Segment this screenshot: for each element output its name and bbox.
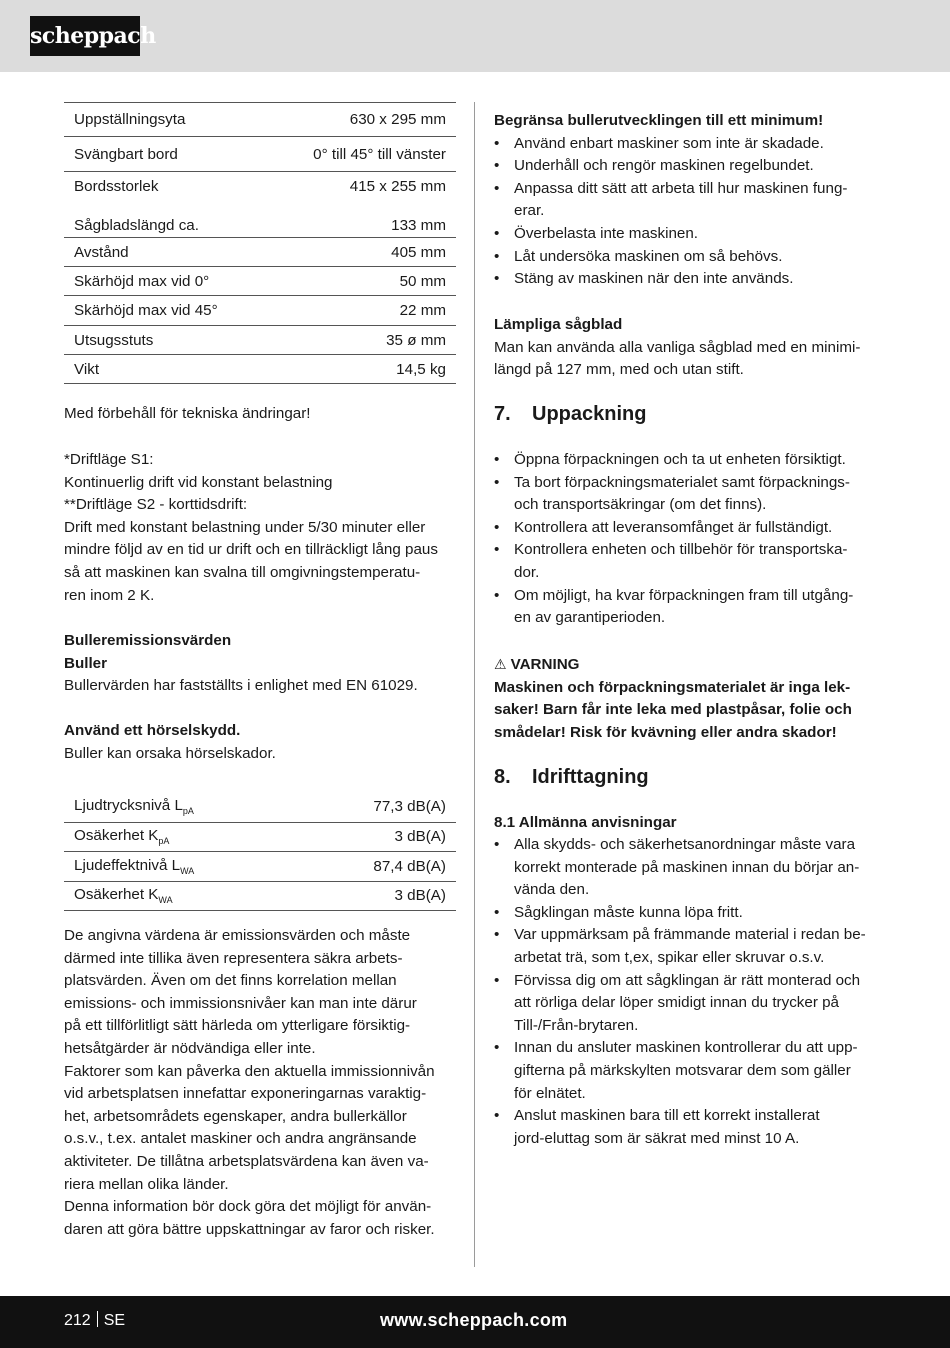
footer-band: [0, 1296, 950, 1348]
noise-label-sub: WA: [180, 865, 195, 876]
table-row: [64, 326, 456, 355]
spec-value: 50 mm: [267, 267, 456, 296]
emission-line: vid arbetsplatsen innefattar exponeringarnas varaktig-: [64, 1085, 427, 1103]
emission-line: riera mellan olika länder.: [64, 1175, 229, 1193]
spec-value: 22 mm: [267, 296, 456, 326]
emission-line: Denna information bör dock göra det möjligt för använ-: [64, 1198, 432, 1216]
emission-line: därmed inte tillika även representera säkra arbets-: [64, 949, 403, 967]
footer-separator: [97, 1311, 98, 1327]
emission-line: hetsåtgärder är nödvändiga eller inte.: [64, 1039, 316, 1057]
list-item: • Var uppmärksam på främmande material i redan be- arbetat trä, som t,ex, spikar eller skruvar o.s.v.: [494, 924, 886, 969]
table-row: [64, 103, 456, 137]
emission-line: daren att göra bättre uppskattningar av faror och risker.: [64, 1220, 435, 1238]
spec-value: 133 mm: [391, 217, 446, 234]
list-item: • Förvissa dig om att sågklingan är rätt monterad och att rörliga delar löper smidigt innan du trycker på Till-/Från-brytaren.: [494, 970, 886, 1038]
blades-line: Man kan använda alla vanliga sågblad med en minimi-: [494, 338, 861, 356]
list-item: • Alla skydds- och säkerhetsanordningar måste vara korrekt monterade på maskinen innan du börjar an- vända den.: [494, 834, 886, 902]
hearing-block: [64, 720, 456, 765]
noise-label-sub: WA: [158, 895, 173, 905]
noise-limit-block: [494, 110, 886, 291]
section-number: 8.: [494, 766, 511, 788]
list-item: • Stäng av maskinen när den inte används.: [494, 268, 886, 291]
language-code: SE: [103, 1312, 126, 1329]
spec-value: 415 x 255 mm: [267, 172, 456, 201]
spec-label: Skärhöjd max vid 45°: [64, 296, 267, 326]
warning-heading: [494, 653, 886, 677]
emission-line: het, arbetsområdets egenskaper, andra bullerkällor: [64, 1107, 407, 1125]
duty-mode-block: [64, 449, 456, 607]
column-divider: [474, 102, 475, 1267]
list-item: • Kontrollera enheten och tillbehör för transportska- dor.: [494, 539, 886, 584]
spec-value: 14,5 kg: [267, 355, 456, 384]
noise-label: [64, 881, 300, 910]
section-8-heading: [494, 763, 886, 791]
spec-value: 630 x 295 mm: [267, 103, 456, 137]
scheppach-logo: scheppach: [30, 16, 140, 56]
table-row: [64, 792, 456, 822]
noise-label-text: Osäkerhet K: [74, 827, 159, 844]
table-row: [64, 851, 456, 881]
list-item: • Låt undersöka maskinen om så behövs.: [494, 246, 886, 269]
spec-value: 405 mm: [267, 238, 456, 267]
noise-limit-list: [494, 133, 886, 291]
emission-line: platsvärden. Även om det finns korrelation mellan: [64, 972, 397, 990]
noise-subheading: Buller: [64, 654, 108, 672]
noise-value: 3 dB(A): [300, 881, 456, 910]
duty-line: ren inom 2 K.: [64, 586, 155, 604]
duty-line: så att maskinen kan svalna till omgivningstemperatu-: [64, 563, 421, 581]
emission-line: De angivna värdena är emissionsvärden och måste: [64, 927, 411, 944]
spec-table: [64, 102, 456, 384]
list-item: • Använd enbart maskiner som inte är skadade.: [494, 133, 886, 156]
list-item: • Underhåll och rengör maskinen regelbundet.: [494, 155, 886, 178]
blades-heading: Lämpliga sågblad: [494, 316, 623, 333]
section-number: 7.: [494, 403, 511, 425]
table-row: [64, 355, 456, 384]
emission-line: emissions- och immissionsnivåer kan man inte därur: [64, 994, 417, 1012]
table-row: [64, 238, 456, 267]
spec-label: Avstånd: [64, 238, 267, 267]
table-row: [64, 172, 456, 201]
noise-heading: Bulleremissionsvärden: [64, 632, 232, 649]
table-row: [64, 201, 456, 238]
warning-line: saker! Barn får inte leka med plastpåsar, folie och: [494, 701, 852, 719]
noise-value: 77,3 dB(A): [373, 798, 446, 816]
page-number: 212: [64, 1312, 91, 1329]
warning-triangle-icon: ⚠: [494, 656, 507, 672]
list-item: • Anpassa ditt sätt att arbeta till hur maskinen fung- erar.: [494, 178, 886, 223]
technical-changes-note: Med förbehåll för tekniska ändringar!: [64, 405, 311, 422]
noise-table: [64, 792, 456, 911]
spec-label: Utsugsstuts: [64, 326, 267, 355]
spec-value: 0° till 45° till vänster: [267, 137, 456, 172]
noise-limit-heading: Begränsa bullerutvecklingen till ett minimum!: [494, 112, 824, 129]
noise-label-sub: pA: [182, 806, 194, 817]
table-row: [64, 137, 456, 172]
list-item: • Ta bort förpackningsmaterialet samt förpacknings- och transportsäkringar (om det finns).: [494, 472, 886, 517]
list-item: • Sågklingan måste kunna löpa fritt.: [494, 902, 886, 925]
noise-label-text: Osäkerhet K: [74, 886, 159, 903]
hearing-text: Buller kan orsaka hörselskador.: [64, 744, 276, 762]
noise-label-text: Ljudtrycksnivå L: [74, 797, 183, 815]
duty-line: Drift med konstant belastning under 5/30 minuter eller: [64, 518, 426, 536]
list-item: • Anslut maskinen bara till ett korrekt installerat jord-eluttag som är säkrat med minst 10 A.: [494, 1105, 886, 1150]
list-item: • Innan du ansluter maskinen kontrollerar du att upp- gifterna på märkskylten motsvarar dem som gäller för elnätet.: [494, 1037, 886, 1105]
section-title: Idrifttagning: [532, 766, 649, 788]
emission-line: o.s.v., t.ex. antalet maskiner och andra angränsande: [64, 1130, 417, 1148]
table-row: [64, 296, 456, 326]
page-indicator: [64, 1310, 125, 1332]
emission-line: Faktorer som kan påverka den aktuella immissionnivån: [64, 1062, 435, 1080]
warning-line: smådelar! Risk för kvävning eller andra skador!: [494, 723, 837, 741]
emission-line: på ett tillförlitligt sätt härleda om ytterligare försiktig-: [64, 1017, 411, 1035]
spec-label: Bordsstorlek: [64, 172, 267, 201]
section-8-1-heading: 8.1 Allmänna anvisningar: [494, 814, 677, 831]
list-item: • Öppna förpackningen och ta ut enheten försiktigt.: [494, 449, 886, 472]
table-row: [64, 267, 456, 296]
table-row: [64, 881, 456, 910]
blades-line: längd på 127 mm, med och utan stift.: [494, 361, 744, 379]
duty-line: mindre följd av en tid ur drift och en tillräckligt lång paus: [64, 541, 438, 559]
section-title: Uppackning: [532, 403, 647, 425]
spec-label: Sågbladslängd ca.: [74, 217, 199, 234]
emission-paragraph: [64, 925, 456, 1241]
unpack-list: [494, 449, 886, 630]
noise-text: Bullervärden har fastställts i enlighet med EN 61029.: [64, 677, 418, 695]
blades-block: [494, 314, 886, 382]
spec-label: Skärhöjd max vid 0°: [64, 267, 267, 296]
warning-label: VARNING: [510, 656, 580, 673]
spec-value: 35 ø mm: [267, 326, 456, 355]
general-instructions-list: [494, 834, 886, 1150]
list-item: • Om möjligt, ha kvar förpackningen fram till utgång- en av garantiperioden.: [494, 585, 886, 630]
emission-line: aktiviteter. De tillåtna arbetsplatsvärdena kan även va-: [64, 1152, 429, 1170]
website-link[interactable]: www.scheppach.com: [380, 1310, 568, 1330]
noise-label: [64, 822, 300, 851]
header-band: [0, 0, 950, 72]
warning-block: [494, 653, 886, 744]
duty-line: *Driftläge S1:: [64, 451, 154, 468]
noise-value: 3 dB(A): [300, 822, 456, 851]
noise-block: [64, 630, 456, 698]
spec-label: Uppställningsyta: [64, 103, 267, 137]
noise-value: 87,4 dB(A): [300, 851, 456, 881]
spec-label: Vikt: [64, 355, 267, 384]
noise-label-text: Ljudeffektnivå L: [74, 856, 181, 874]
noise-label: [64, 792, 300, 822]
noise-label-sub: pA: [158, 836, 170, 846]
spec-label: Svängbart bord: [64, 137, 267, 172]
list-item: • Kontrollera att leveransomfånget är fullständigt.: [494, 517, 886, 540]
noise-label: [64, 851, 300, 881]
list-item: • Överbelasta inte maskinen.: [494, 223, 886, 246]
hearing-heading: Använd ett hörselskydd.: [64, 722, 241, 739]
table-row: [64, 822, 456, 851]
duty-line: **Driftläge S2 - korttidsdrift:: [64, 496, 248, 514]
warning-line: Maskinen och förpackningsmaterialet är inga lek-: [494, 678, 851, 696]
section-7-heading: [494, 400, 886, 428]
duty-line: Kontinuerlig drift vid konstant belastning: [64, 473, 333, 491]
